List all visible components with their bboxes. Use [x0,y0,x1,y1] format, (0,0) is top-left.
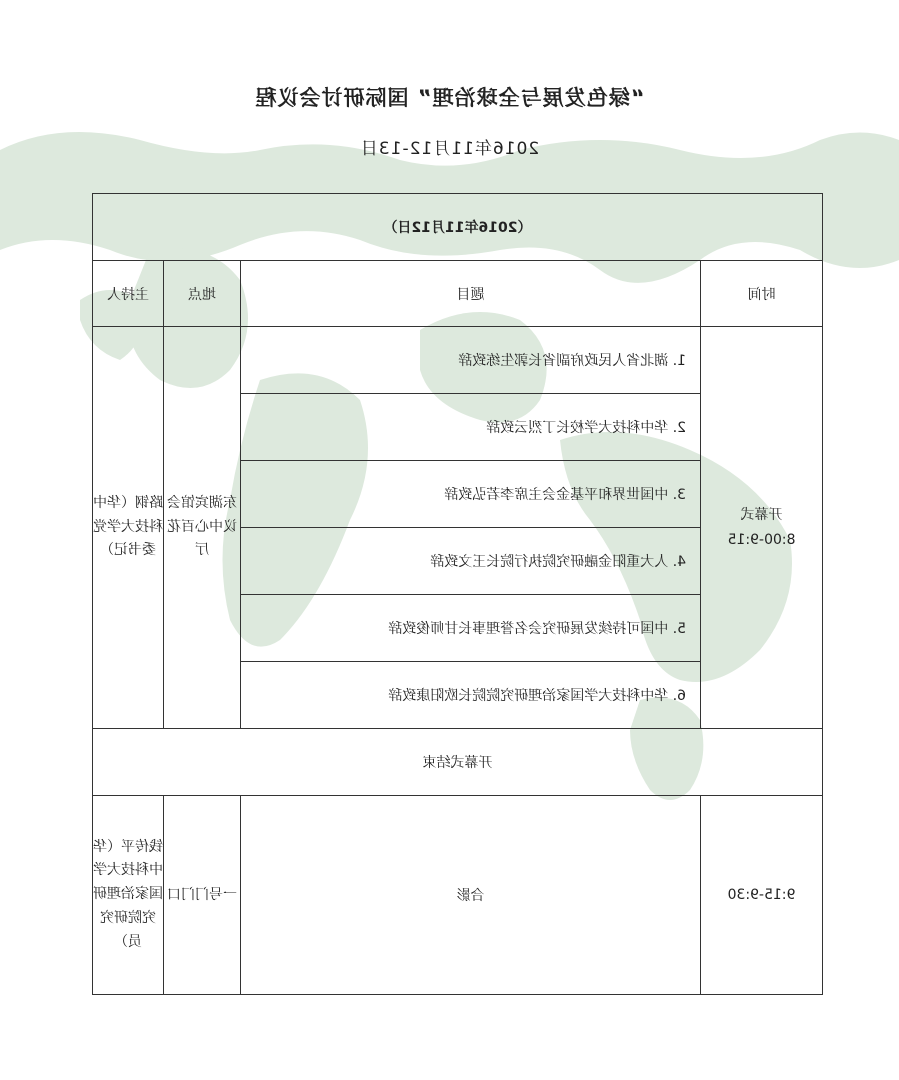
photo-row [93,796,823,995]
opening-time-cell [701,327,823,729]
photo-venue-cell [164,796,241,995]
photo-host-cell [93,796,164,995]
opening-time-label: 开幕式 [740,507,783,523]
date-row [93,194,823,261]
opening-host-cell [93,327,164,729]
header-topic: 题目 [241,261,701,327]
photo-time: 9:15-9:30 [701,796,823,995]
photo-venue: 一号门门口 [167,886,237,903]
agenda-item: 3. 中国世界和平基金会主席李若弘致辞 [241,461,701,528]
photo-host: 钱传平（华中科技大学国家治理研究院研究员） [93,838,163,950]
header-venue: 地点 [164,261,241,327]
agenda-item: 6. 华中科技大学国家治理研究院院长欧阳康致辞 [241,662,701,729]
agenda-item: 4. 人大重阳金融研究院执行院长王文致辞 [241,528,701,595]
opening-end-cell: 开幕式结束 [93,729,823,796]
header-time: 时间 [701,261,823,327]
page-subtitle: 2016年11月12-13日 [359,139,540,159]
opening-end-row [93,729,823,796]
agenda-item: 1. 湖北省人民政府副省长郭生练致辞 [241,327,701,394]
opening-venue: 东湖宾馆会议中心百花厅 [167,494,237,559]
opening-venue-cell [164,327,241,729]
table-row [93,327,823,394]
page-title: “绿色发展与全球治理” 国际研讨会议程 [254,86,645,110]
header-host: 主持人 [93,261,164,327]
agenda-item: 5. 中国可持续发展研究会名誉理事长甘师俊致辞 [241,595,701,662]
date-cell: （2016年11月12日） [93,194,823,261]
opening-host: 路钢（华中科技大学党委书记） [93,494,163,559]
agenda-table [92,193,823,995]
agenda-item: 2. 华中科技大学校长丁烈云致辞 [241,394,701,461]
opening-time-range: 8:00-9:15 [727,531,796,548]
header-row [93,261,823,327]
photo-topic: 合影 [241,796,701,995]
